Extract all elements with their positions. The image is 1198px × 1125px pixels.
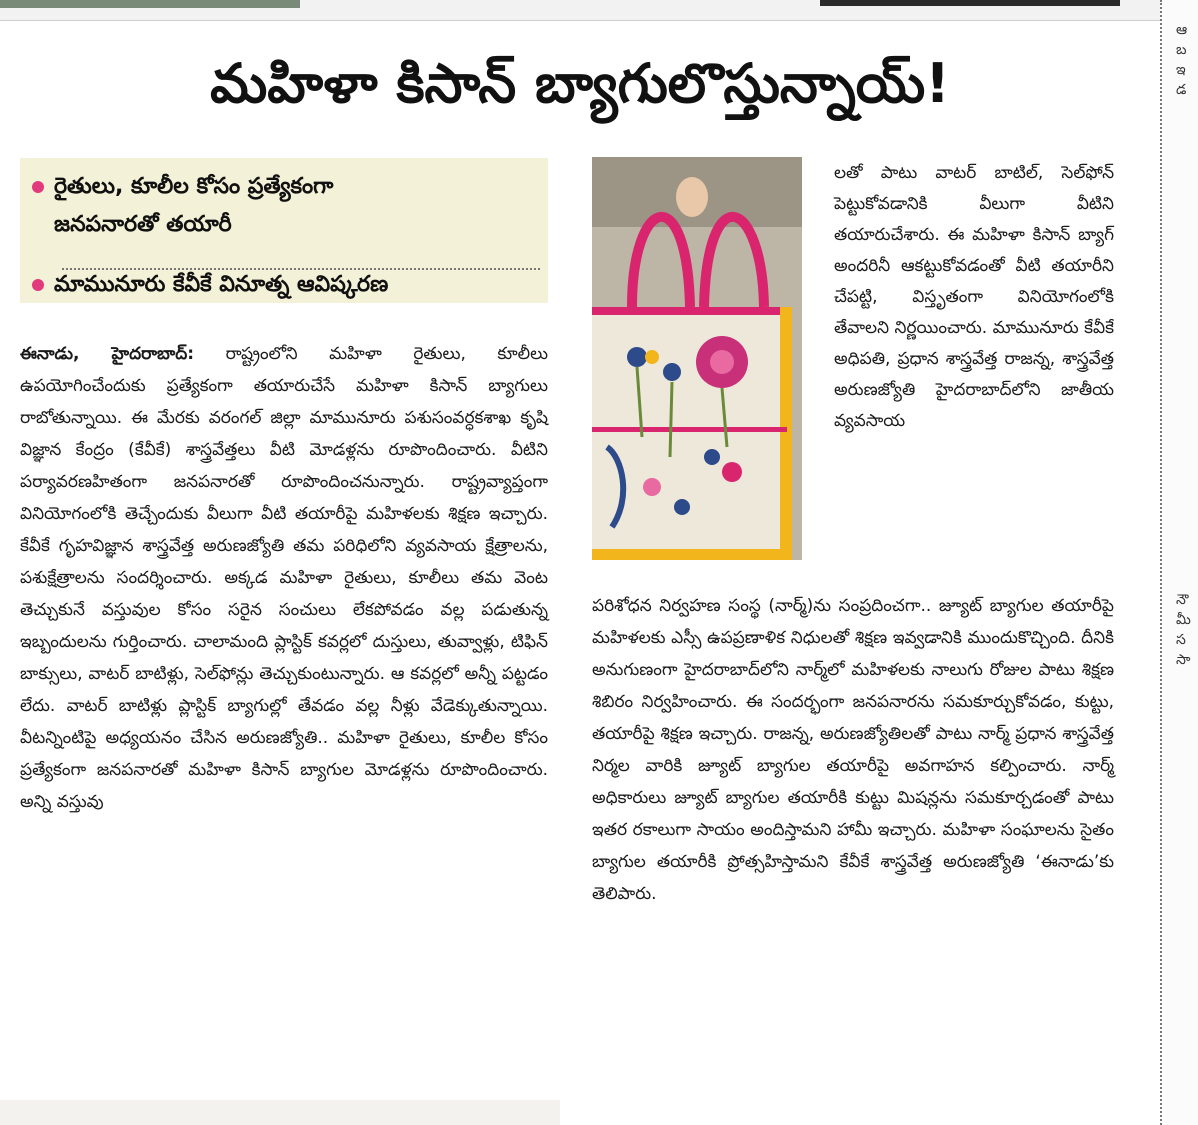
top-strip-image-edge [0, 0, 300, 8]
top-strip-dark-edge [820, 0, 1120, 6]
jute-bag-photo [592, 157, 802, 560]
dateline: ఈనాడు, హైదరాబాద్: [20, 344, 195, 364]
article-right-column-bottom: పరిశోధన నిర్వహణ సంస్థ (నార్మ్)ను సంప్రదించగా.. జ్యూట్ బ్యాగుల తయారీపై మహిళలకు ఎస్సీ ఉపప్రణాళిక నిధులతో శిక్షణ ఇవ్వడానికి ముందుకొచ్చింది. దీనికి అనుగుణంగా హైదరాబాద్‌లోని నార్మ్‌లో మహిళలకు నాలుగు రోజుల పాటు శిక్షణ శిబిరం నిర్వహించారు. ఈ సందర్భంగా జనపనారను సమకూర్చుకోవడం, కుట్టు, తయారీపై శిక్షణ ఇచ్చారు. రాజన్న, అరుణజ్యోతిలతో పాటు నార్మ్ ప్రధాన శాస్త్రవేత్త నిర్మల వారికి జ్యూట్ బ్యాగుల తయారీపై అవగాహన కల్పించారు. నార్మ్ అధికారులు జ్యూట్ బ్యాగుల తయారీకి కుట్టు మిషన్లను సమకూర్చడంతో పాటు ఇతర రకాలుగా సాయం అందిస్తామని హామీ ఇచ్చారు. మహిళా సంఘాలను సైతం బ్యాగుల తయారీకి ప్రోత్సహిస్తామని కేవీకే శాస్త్రవేత్త అరుణజ్యోతి ‘ఈనాడు’కు తెలిపారు. [592, 596, 1114, 904]
bottom-page-edge [0, 1100, 560, 1125]
highlight-1-line-2: జనపనారతో తయారీ [54, 212, 232, 237]
article-right-column-top: లతో పాటు వాటర్ బాటిల్, సెల్‌ఫోన్ పెట్టుకోవడానికి వీలుగా వీటిని తయారుచేశారు. ఈ మహిళా కిసాన్ బ్యాగ్ అందరినీ ఆకట్టుకోవడంతో వీటి తయారీని చేపట్టి, విస్తృతంగా వినియోగంలోకి తేవాలని నిర్ణయించారు. మామునూరు కేవీకే అధిపతి, ప్రధాన శాస్త్రవేత్త రాజన్న, శాస్త్రవేత్త అరుణజ్యోతి హైదరాబాద్‌లోని జాతీయ వ్యవసాయ [834, 163, 1114, 431]
jute-bag-illustration [592, 157, 802, 560]
highlight-item-1 [32, 168, 532, 244]
adjacent-column-text-bottom: నౌ మీ స సా [1176, 592, 1191, 668]
adjacent-column-text-top: ఆబ ఇ డ [1176, 22, 1188, 98]
article-left-column [20, 338, 548, 818]
headline: మహిళా కిసాన్ బ్యాగులొస్తున్నాయ్! [210, 52, 950, 115]
bullet-dot-icon [32, 279, 44, 291]
top-page-strip [0, 0, 1160, 21]
highlight-2-text: మామునూరు కేవీకే వినూత్న ఆవిష్కరణ [54, 272, 389, 297]
highlight-1-line-1: రైతులు, కూలీల కోసం ప్రత్యేకంగా [54, 174, 334, 199]
highlight-item-2 [32, 266, 542, 304]
bullet-dot-icon [32, 181, 44, 193]
article-left-body: రాష్ట్రంలోని మహిళా రైతులు, కూలీలు ఉపయోగించేందుకు ప్రత్యేకంగా తయారుచేసే మహిళా కిసాన్ బ్యాగులు రాబోతున్నాయి. ఈ మేరకు వరంగల్ జిల్లా మామునూరు పశుసంవర్ధకశాఖ కృషి విజ్ఞాన కేంద్రం (కేవీకే) శాస్త్రవేత్తలు వీటి మోడళ్లను రూపొందించారు. వీటిని పర్యావరణహితంగా జనపనారతో రూపొందించనున్నారు. రాష్ట్రవ్యాప్తంగా వినియోగంలోకి తెచ్చేందుకు వీలుగా వీటి తయారీపై మహిళలకు శిక్షణ ఇచ్చారు. కేవీకే గృహవిజ్ఞాన శాస్త్రవేత్త అరుణజ్యోతి తమ పరిధిలోని వ్యవసాయ క్షేత్రాలను, పశుక్షేత్రాలను సందర్శించారు. అక్కడ మహిళా రైతులు, కూలీలు తమ వెంట తెచ్చుకునే వస్తువుల కోసం సరైన సంచులు లేకపోవడం వల్ల పడుతున్న ఇబ్బందులను గుర్తించారు. చాలామంది ప్లాస్టిక్ కవర్లలో దుస్తులు, తువ్వాళ్లు, టిఫిన్ బాక్సులు, వాటర్ బాటిళ్లు, సెల్‌ఫోన్లు తెచ్చుకుంటున్నారు. ఆ కవర్లలో అన్నీ పట్టడం లేదు. వాటర్ బాటిళ్లు ప్లాస్టిక్ బ్యాగుల్లో తేవడం వల్ల నీళ్లు వేడెక్కుతున్నాయి. వీటన్నింటిపై అధ్యయనం చేసిన అరుణజ్యోతి.. మహిళా రైతులు, కూలీల కోసం ప్రత్యేకంగా జనపనారతో మహిళా కిసాన్ బ్యాగుల మోడళ్లను రూపొందించారు. అన్ని వస్తువు [20, 344, 549, 812]
adjacent-column-strip [1160, 0, 1198, 1125]
highlights-box [20, 158, 548, 303]
